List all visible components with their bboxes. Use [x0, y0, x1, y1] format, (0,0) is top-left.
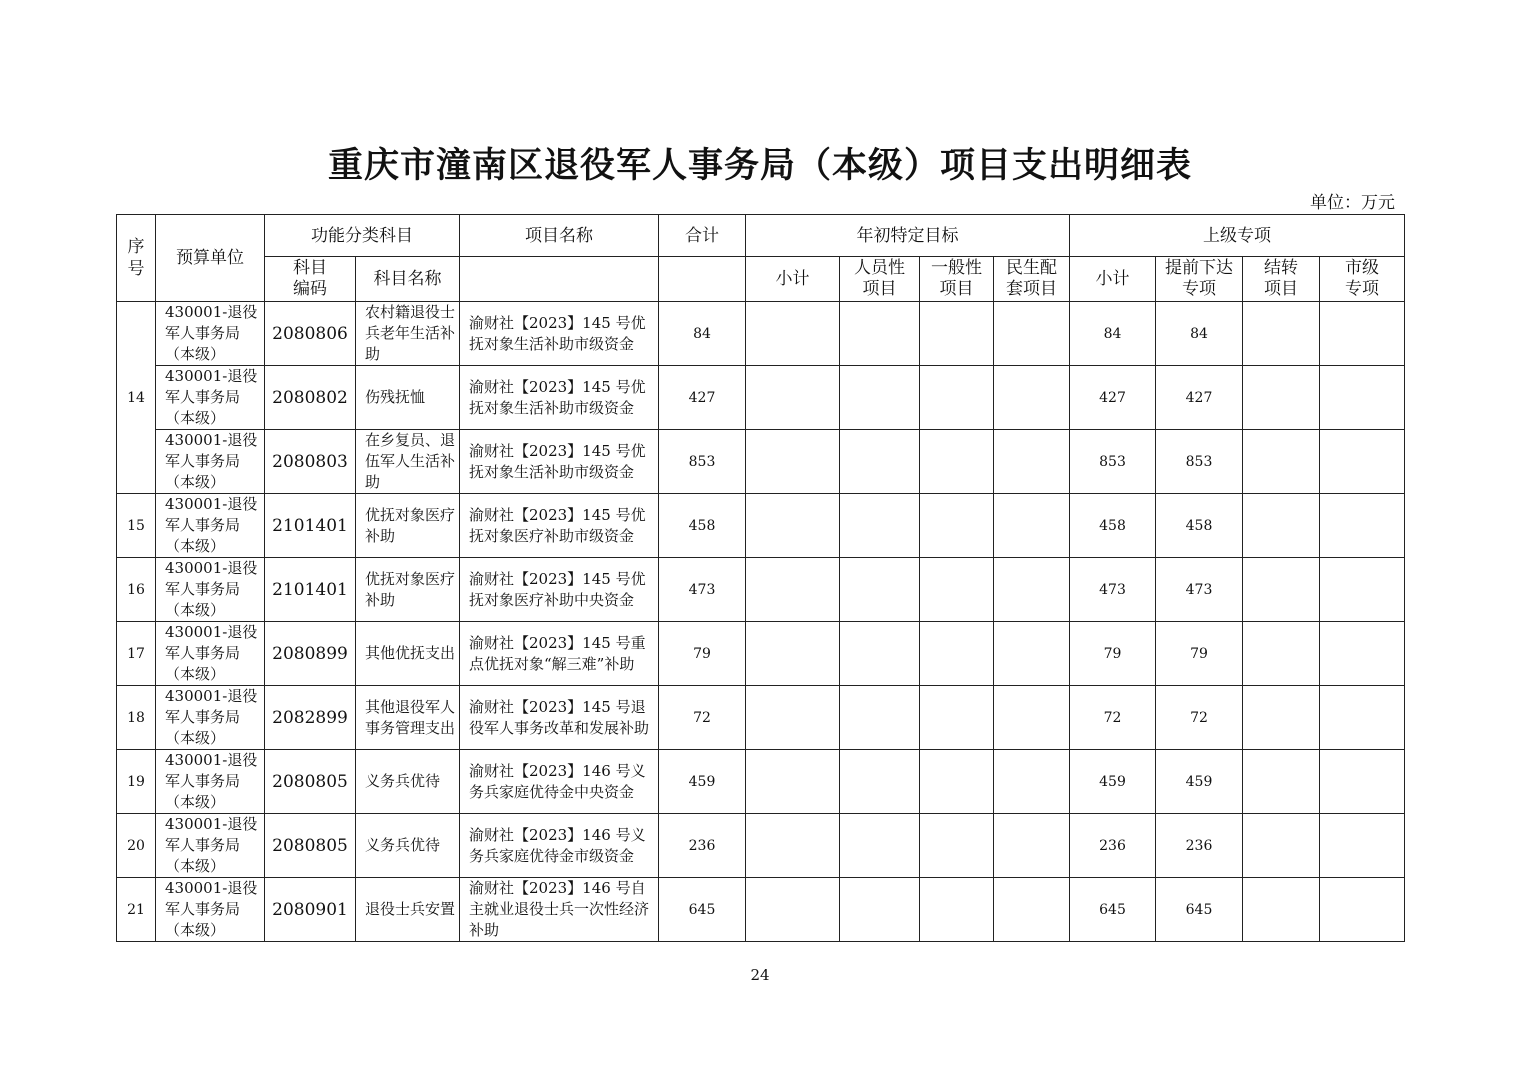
header-subject-code: 科目编码 [265, 257, 356, 302]
table-row [117, 558, 1405, 622]
total-cell: 79 [659, 622, 746, 686]
project-name-cell: 渝财社【2023】145 号优抚对象生活补助市级资金 [460, 302, 659, 366]
budget-unit-cell: 430001-退役军人事务局（本级） [156, 558, 265, 622]
subject-code-cell: 2080802 [265, 366, 356, 430]
header-annual-target: 年初特定目标 [746, 215, 1070, 257]
project-name-cell: 渝财社【2023】145 号优抚对象医疗补助中央资金 [460, 558, 659, 622]
seq-cell: 17 [117, 622, 156, 686]
page-title: 重庆市潼南区退役军人事务局（本级）项目支出明细表 [327, 145, 1192, 186]
subject-code-cell: 2082899 [265, 686, 356, 750]
subject-code-cell: 2080805 [265, 814, 356, 878]
subject-code-cell: 2101401 [265, 494, 356, 558]
advance-cell: 79 [1156, 622, 1243, 686]
table-row [117, 686, 1405, 750]
header-advance: 提前下达专项 [1156, 257, 1243, 302]
advance-cell: 72 [1156, 686, 1243, 750]
subject-code-cell: 2080901 [265, 878, 356, 942]
table-row [117, 750, 1405, 814]
header-project-name: 项目名称 [460, 215, 659, 257]
total-cell: 427 [659, 366, 746, 430]
project-name-cell: 渝财社【2023】145 号退役军人事务改革和发展补助 [460, 686, 659, 750]
header-subject-name: 科目名称 [356, 257, 460, 302]
header-city: 市级专项 [1320, 257, 1405, 302]
table-row [117, 494, 1405, 558]
total-cell: 236 [659, 814, 746, 878]
sup-subtotal-cell: 459 [1070, 750, 1156, 814]
total-cell: 84 [659, 302, 746, 366]
header-general: 一般性项目 [920, 257, 994, 302]
subject-name-cell: 农村籍退役士兵老年生活补助 [356, 302, 460, 366]
sup-subtotal-cell: 236 [1070, 814, 1156, 878]
budget-unit-cell: 430001-退役军人事务局（本级） [156, 878, 265, 942]
table-row [117, 366, 1405, 430]
subject-code-cell: 2080806 [265, 302, 356, 366]
header-superior: 上级专项 [1070, 215, 1405, 257]
seq-cell: 21 [117, 878, 156, 942]
project-name-cell: 渝财社【2023】146 号自主就业退役士兵一次性经济补助 [460, 878, 659, 942]
project-name-cell: 渝财社【2023】145 号优抚对象生活补助市级资金 [460, 366, 659, 430]
subject-code-cell: 2080803 [265, 430, 356, 494]
header-total: 合计 [659, 215, 746, 257]
total-cell: 458 [659, 494, 746, 558]
subject-name-cell: 优抚对象医疗补助 [356, 558, 460, 622]
subject-code-cell: 2101401 [265, 558, 356, 622]
header-target-subtotal: 小计 [746, 257, 840, 302]
header-budget-unit: 预算单位 [156, 215, 265, 302]
sup-subtotal-cell: 72 [1070, 686, 1156, 750]
seq-cell: 18 [117, 686, 156, 750]
project-name-cell: 渝财社【2023】146 号义务兵家庭优待金中央资金 [460, 750, 659, 814]
seq-cell: 19 [117, 750, 156, 814]
seq-cell: 14 [117, 302, 156, 494]
header-sup-subtotal: 小计 [1070, 257, 1156, 302]
subject-name-cell: 义务兵优待 [356, 814, 460, 878]
subject-name-cell: 退役士兵安置 [356, 878, 460, 942]
advance-cell: 84 [1156, 302, 1243, 366]
budget-unit-cell: 430001-退役军人事务局（本级） [156, 494, 265, 558]
advance-cell: 236 [1156, 814, 1243, 878]
sup-subtotal-cell: 458 [1070, 494, 1156, 558]
project-name-cell: 渝财社【2023】145 号优抚对象生活补助市级资金 [460, 430, 659, 494]
total-cell: 853 [659, 430, 746, 494]
subject-code-cell: 2080899 [265, 622, 356, 686]
sup-subtotal-cell: 853 [1070, 430, 1156, 494]
sup-subtotal-cell: 79 [1070, 622, 1156, 686]
expense-table [116, 214, 1405, 942]
budget-unit-cell: 430001-退役军人事务局（本级） [156, 814, 265, 878]
sup-subtotal-cell: 84 [1070, 302, 1156, 366]
subject-name-cell: 在乡复员、退伍军人生活补助 [356, 430, 460, 494]
page-number: 24 [750, 966, 770, 984]
table-row [117, 814, 1405, 878]
advance-cell: 459 [1156, 750, 1243, 814]
header-personnel: 人员性项目 [840, 257, 920, 302]
table-row [117, 302, 1405, 366]
budget-unit-cell: 430001-退役军人事务局（本级） [156, 302, 265, 366]
seq-cell: 16 [117, 558, 156, 622]
budget-unit-cell: 430001-退役军人事务局（本级） [156, 366, 265, 430]
sup-subtotal-cell: 427 [1070, 366, 1156, 430]
budget-unit-cell: 430001-退役军人事务局（本级） [156, 750, 265, 814]
budget-unit-cell: 430001-退役军人事务局（本级） [156, 686, 265, 750]
total-cell: 72 [659, 686, 746, 750]
total-cell: 645 [659, 878, 746, 942]
advance-cell: 473 [1156, 558, 1243, 622]
advance-cell: 427 [1156, 366, 1243, 430]
sup-subtotal-cell: 473 [1070, 558, 1156, 622]
budget-unit-cell: 430001-退役军人事务局（本级） [156, 622, 265, 686]
sup-subtotal-cell: 645 [1070, 878, 1156, 942]
seq-cell: 20 [117, 814, 156, 878]
seq-cell: 15 [117, 494, 156, 558]
total-cell: 473 [659, 558, 746, 622]
subject-name-cell: 伤残抚恤 [356, 366, 460, 430]
header-project-blank [460, 257, 659, 302]
subject-code-cell: 2080805 [265, 750, 356, 814]
header-seq: 序号 [117, 215, 156, 302]
project-name-cell: 渝财社【2023】146 号义务兵家庭优待金市级资金 [460, 814, 659, 878]
subject-name-cell: 其他退役军人事务管理支出 [356, 686, 460, 750]
table-row [117, 878, 1405, 942]
header-livelihood: 民生配套项目 [994, 257, 1070, 302]
header-total-blank [659, 257, 746, 302]
unit-label: 单位：万元 [1310, 193, 1395, 213]
advance-cell: 853 [1156, 430, 1243, 494]
subject-name-cell: 其他优抚支出 [356, 622, 460, 686]
total-cell: 459 [659, 750, 746, 814]
header-carryover: 结转项目 [1243, 257, 1320, 302]
budget-unit-cell: 430001-退役军人事务局（本级） [156, 430, 265, 494]
advance-cell: 645 [1156, 878, 1243, 942]
project-name-cell: 渝财社【2023】145 号重点优抚对象“解三难”补助 [460, 622, 659, 686]
table-row [117, 622, 1405, 686]
project-name-cell: 渝财社【2023】145 号优抚对象医疗补助市级资金 [460, 494, 659, 558]
advance-cell: 458 [1156, 494, 1243, 558]
subject-name-cell: 义务兵优待 [356, 750, 460, 814]
subject-name-cell: 优抚对象医疗补助 [356, 494, 460, 558]
header-func-class: 功能分类科目 [265, 215, 460, 257]
table-row [117, 430, 1405, 494]
